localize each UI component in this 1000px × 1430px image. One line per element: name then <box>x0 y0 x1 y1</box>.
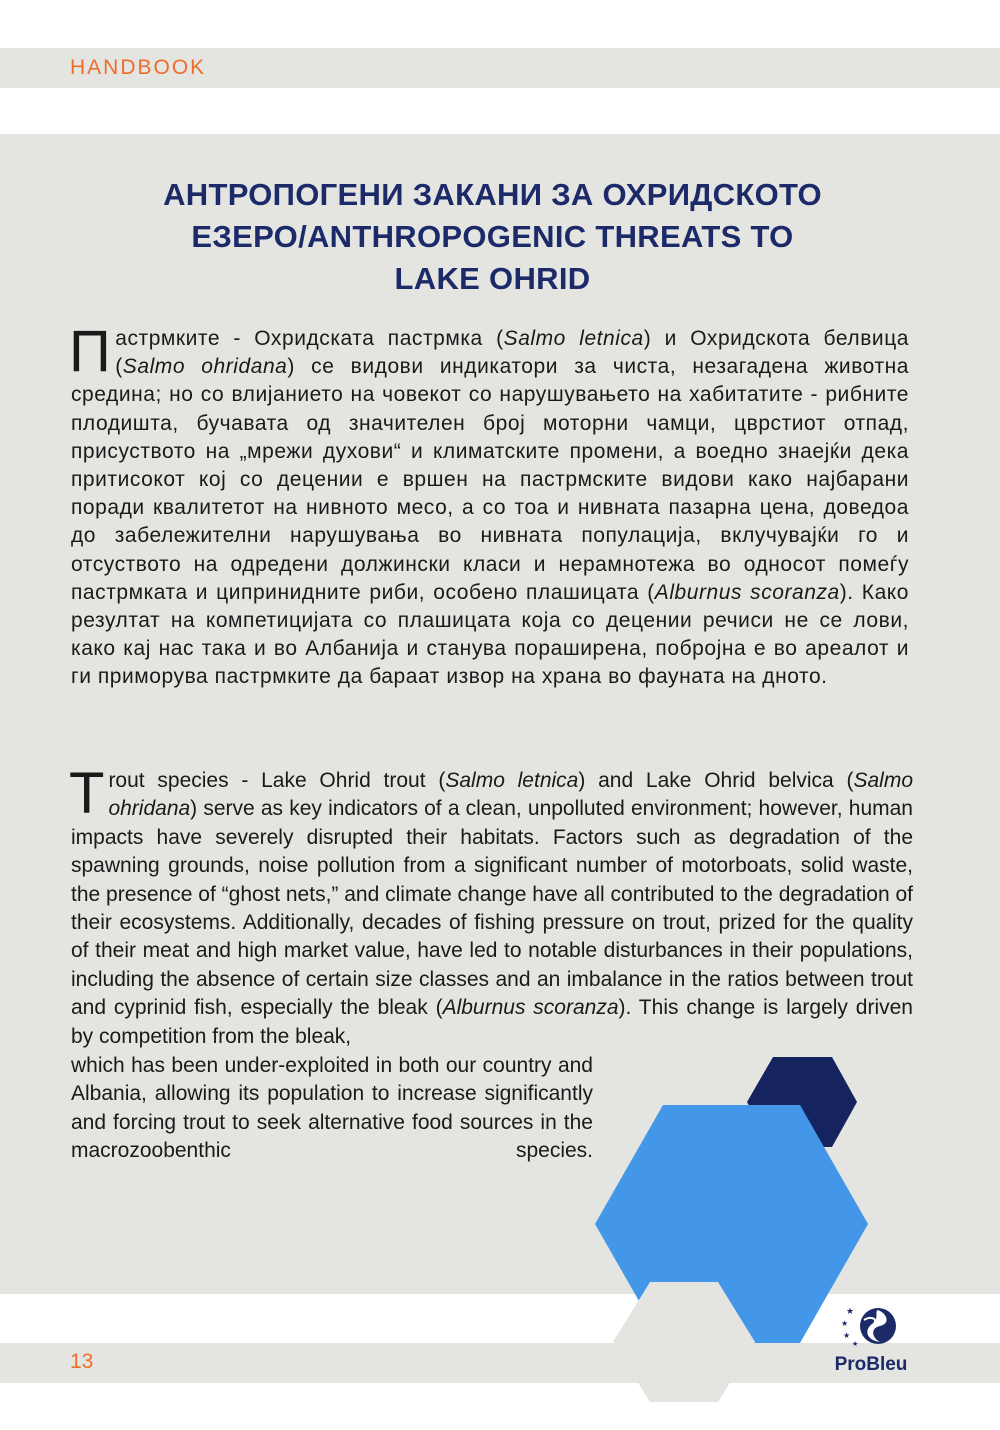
species-name: Alburnus scoranza <box>442 996 619 1020</box>
species-name: Salmo letnica <box>445 769 579 792</box>
text-run: ) and Lake Ohrid belvica ( <box>578 769 854 792</box>
text-run: ) и Охридскота белвица ( <box>115 327 909 379</box>
svg-text:★: ★ <box>852 1340 859 1348</box>
probleu-logo <box>826 1300 916 1390</box>
svg-text:★: ★ <box>846 1307 855 1317</box>
text-run: ). Како резултат на компетицијата со плашицата која со децении речиси не се лови, како кај нас така и во Албанија и станува пораширена, побројна е во ареалот и ги приморува пастрмките да бараат извор на храна во фауната на дното. <box>71 580 909 689</box>
svg-text:★: ★ <box>841 1319 849 1328</box>
text-run: ) serve as key indicators of a clean, unpolluted environment; however, human impacts have severely disrupted their habitats. Factors such as degradation of the spawning grounds, noise pollution from a significant number of motorboats, solid waste, the presence of “ghost nets,” and climate change have all contributed to the degradation of their ecosystems. Additionally, decades of fishing pressure on trout, prized for the quality of their meat and high market value, have led to notable disturbances in their populations, including the absence of certain size classes and an imbalance in the ratios between trout and cyprinid fish, especially the bleak ( <box>71 797 913 1020</box>
title-line-3: LAKE OHRID <box>394 261 591 296</box>
species-name: Alburnus scoranza <box>654 580 840 604</box>
text-run: rout species - Lake Ohrid trout ( <box>108 769 446 792</box>
species-name: Salmo ohridana <box>108 769 913 821</box>
logo-text: ProBleu <box>834 1354 908 1375</box>
species-name: Salmo ohridana <box>122 355 288 379</box>
text-run: астрмките - Охридската пастрмка ( <box>115 327 504 350</box>
logo-icon <box>840 1300 902 1352</box>
drop-cap: T <box>69 761 105 826</box>
drop-cap: П <box>69 319 112 384</box>
text-run: ). This change is largely driven by competition from the bleak, <box>71 996 913 1048</box>
text-run: ) се видови индикатори за чиста, незагадена животна средина; но со влијанието на човекот со нарушувањето на хабитатите - рибните плодишта, бучавата од значителен број моторни чамци, цврстиот отпад, присуството на „мрежи духови“ и климатските промени, а воедно знаејќи дека притисокот кој со децении е вршен на пастрмските видови како најбарани поради квалитетот на нивното месо, а со тоа и нивната пазарна цена, доведоа до забележителни нарушувања во нивната популација, вклучувајќи го и отсуството на одредени должински класи и нерамнотежа во односот помеѓу пастрмката и ципринидните риби, особено плашицата ( <box>71 355 909 604</box>
page-number: 13 <box>70 1350 94 1373</box>
header-label: HANDBOOK <box>70 56 207 79</box>
title-line-1: АНТРОПОГЕНИ ЗАКАНИ ЗА ОХРИДСКОТО <box>163 177 822 212</box>
paragraph-english-continued: which has been under-exploited in both our country and Albania, allowing its population to increase significantly and forcing trout to seek alternative food sources in the macrozoobenthic species. <box>71 1054 593 1163</box>
species-name: Salmo letnica <box>503 327 644 350</box>
title-line-2: ЕЗЕРО/ANTHROPOGENIC THREATS TO <box>191 219 794 254</box>
svg-text:★: ★ <box>843 1331 851 1340</box>
